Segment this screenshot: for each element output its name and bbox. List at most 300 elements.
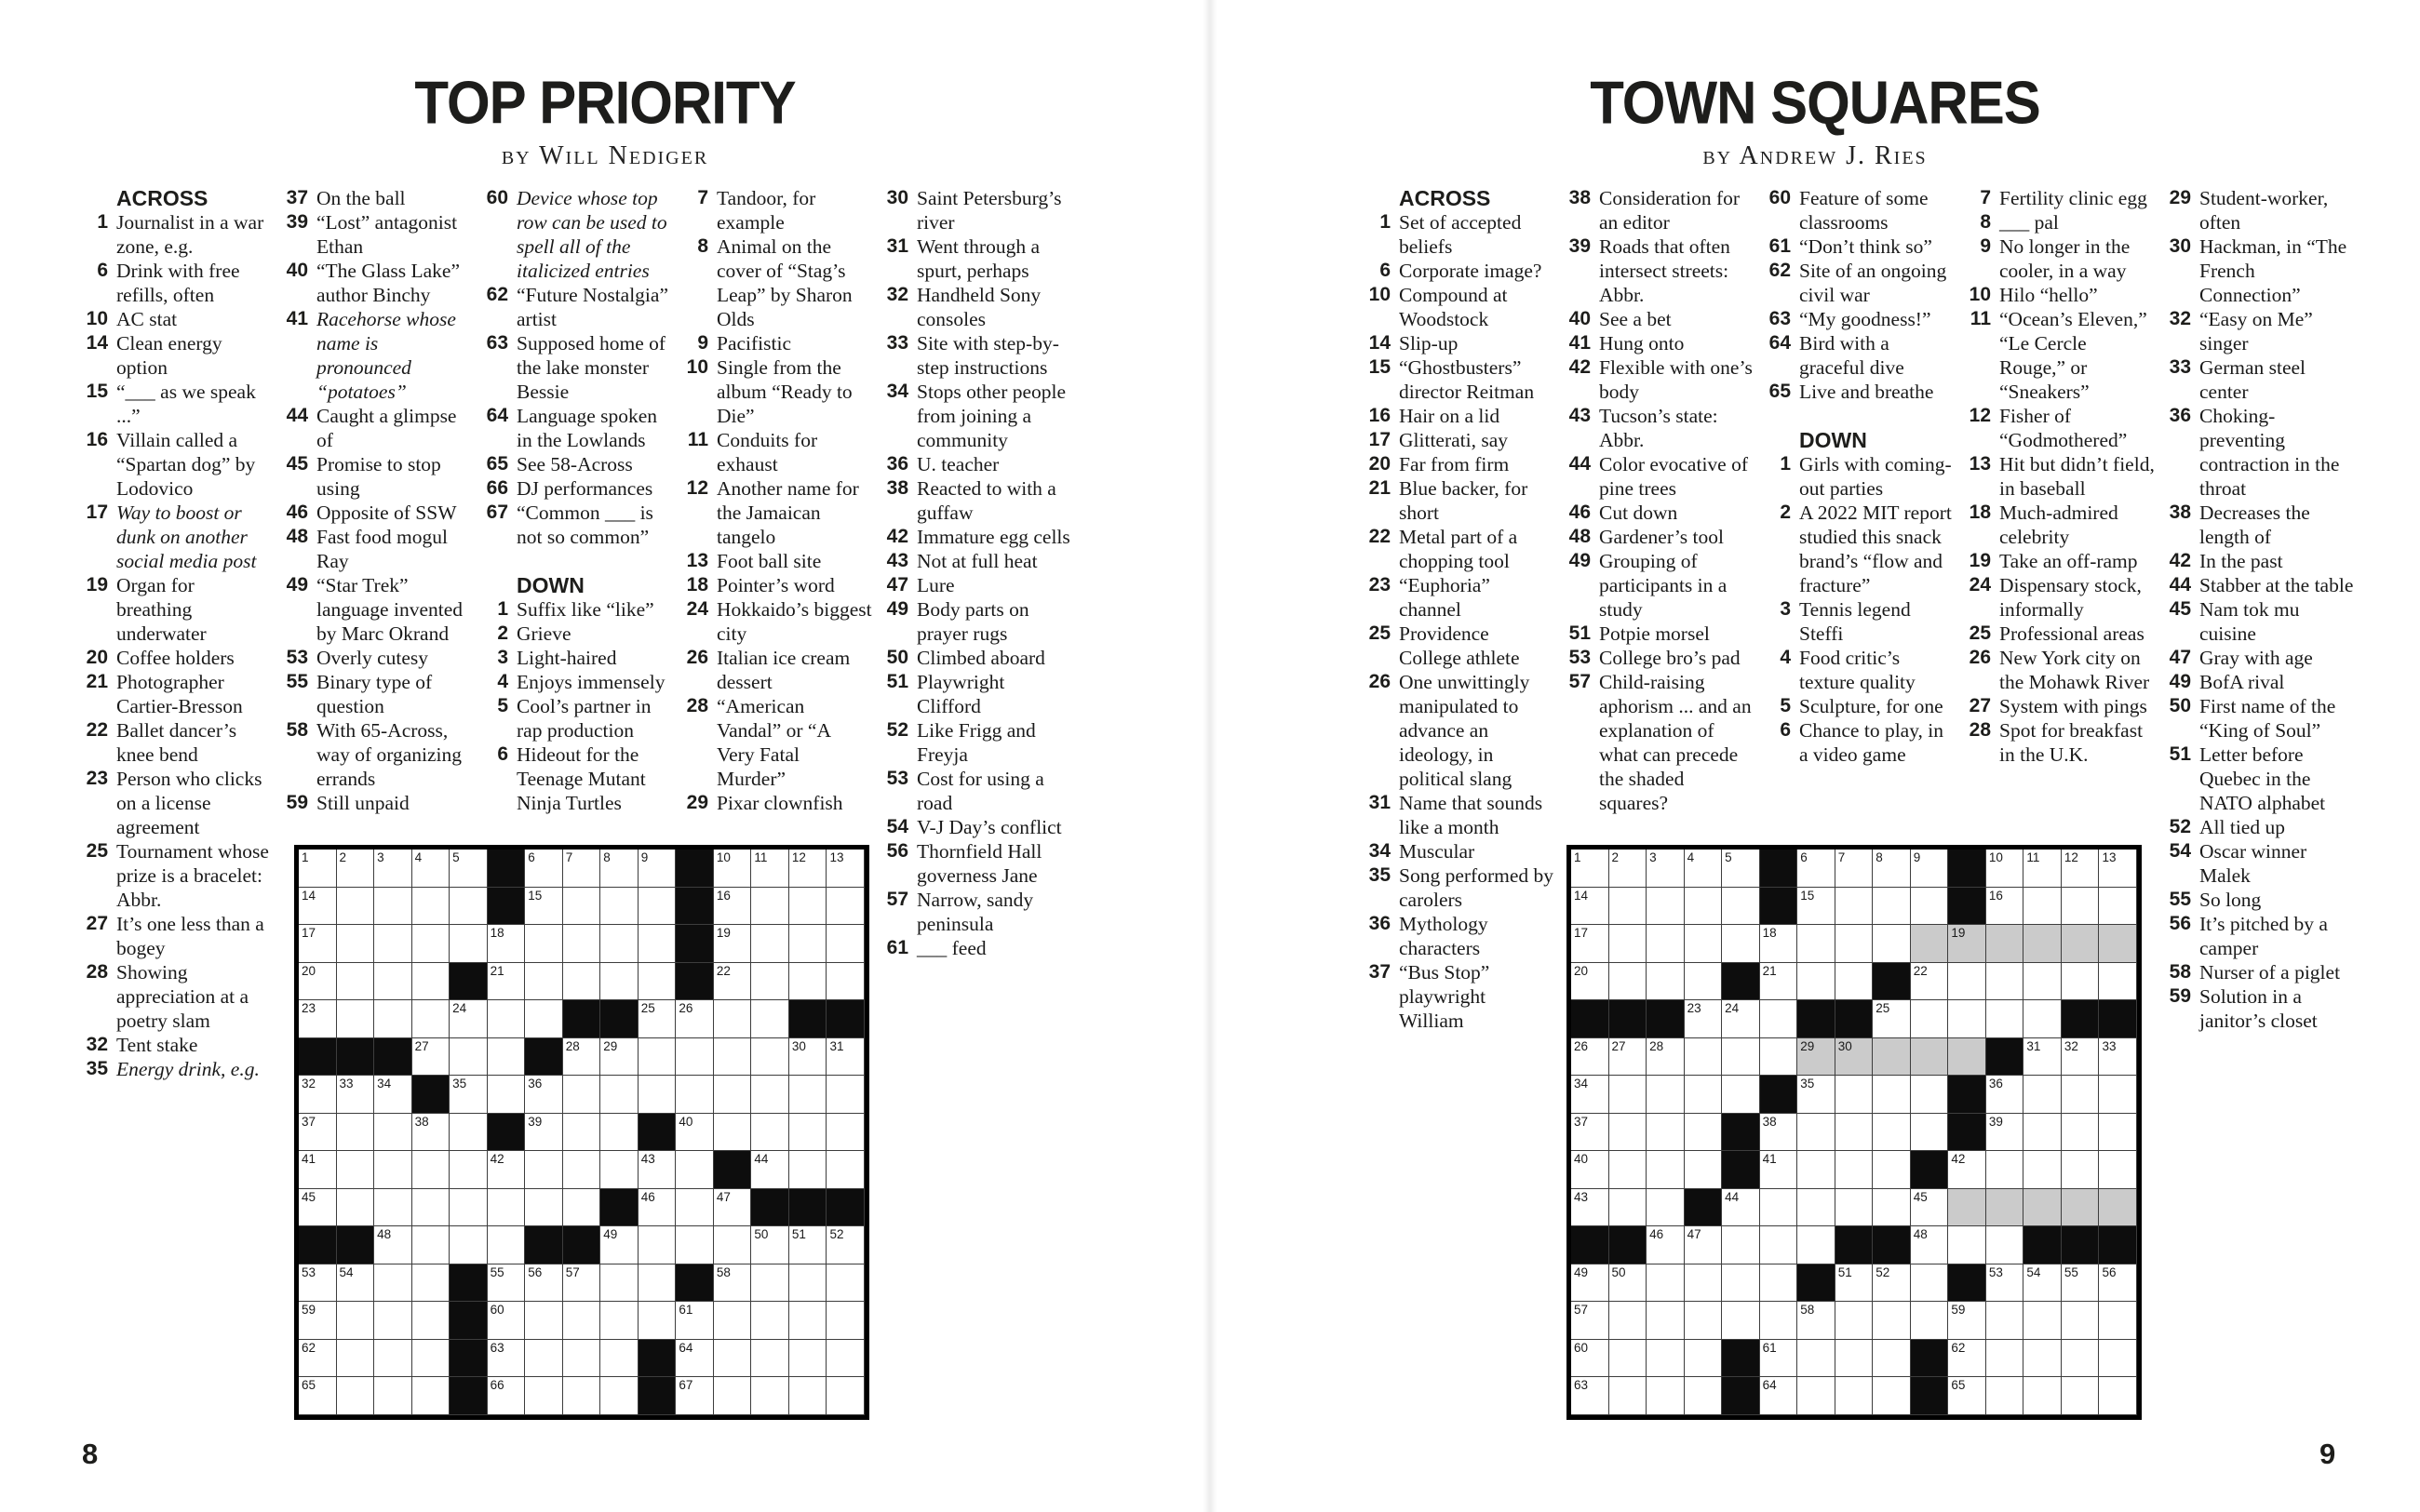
grid-cell bbox=[2062, 888, 2100, 926]
grid-cell bbox=[827, 1114, 865, 1152]
clue-text: Saint Petersburg’s river bbox=[917, 187, 1062, 234]
clue-text: Color evocative of pine trees bbox=[1599, 453, 1749, 500]
clue bbox=[275, 718, 472, 791]
grid-cell bbox=[1948, 1340, 1986, 1378]
square-number: 20 bbox=[302, 963, 316, 978]
clue-text: Site of an ongoing civil war bbox=[1799, 260, 1947, 306]
black-square bbox=[450, 1377, 488, 1415]
clue-number: 18 bbox=[686, 574, 708, 595]
square-number: 56 bbox=[528, 1264, 543, 1279]
clue bbox=[1357, 573, 1554, 622]
grid-cell bbox=[676, 1000, 714, 1038]
grid-cell bbox=[2062, 1264, 2100, 1303]
square-number: 9 bbox=[1913, 850, 1921, 864]
square-number: 13 bbox=[829, 850, 844, 864]
square-number: 23 bbox=[302, 1001, 316, 1016]
clue-number: 50 bbox=[2169, 695, 2191, 716]
black-square bbox=[337, 1038, 375, 1077]
square-number: 29 bbox=[603, 1038, 618, 1053]
grid-cell bbox=[1760, 1189, 1798, 1227]
grid-cell bbox=[639, 1189, 677, 1227]
grid-cell bbox=[2023, 1340, 2062, 1378]
square-number: 21 bbox=[1762, 963, 1777, 978]
shaded-square bbox=[1948, 1189, 1986, 1227]
clue-number: 49 bbox=[2169, 671, 2191, 692]
grid-cell bbox=[2023, 1302, 2062, 1340]
grid-cell bbox=[1797, 963, 1835, 1001]
clue-text: Decreases the length of bbox=[2199, 502, 2310, 548]
clue-number: 44 bbox=[286, 405, 308, 426]
clue-text: Far from firm bbox=[1399, 453, 1510, 475]
clue-number: 14 bbox=[86, 332, 108, 354]
grid-cell bbox=[751, 888, 789, 926]
square-number: 9 bbox=[640, 850, 649, 864]
grid-cell bbox=[600, 1114, 639, 1152]
grid-cell bbox=[600, 1340, 639, 1378]
clue bbox=[475, 694, 672, 743]
square-number: 29 bbox=[1800, 1038, 1815, 1053]
clue bbox=[675, 428, 872, 476]
clue-number: 25 bbox=[1368, 622, 1391, 644]
clue-number: 13 bbox=[686, 550, 708, 571]
clue-text: Overly cutesy bbox=[316, 647, 429, 669]
grid-cell bbox=[1609, 850, 1647, 888]
clue-text: Tent stake bbox=[116, 1034, 198, 1056]
clue bbox=[74, 573, 272, 646]
clue bbox=[475, 404, 672, 452]
grid-cell bbox=[639, 925, 677, 963]
clue-number: 40 bbox=[1568, 308, 1591, 329]
black-square bbox=[488, 850, 526, 888]
grid-cell bbox=[789, 1151, 827, 1189]
clue-list-header: DOWN bbox=[517, 573, 585, 597]
square-number: 63 bbox=[490, 1340, 504, 1355]
square-number: 46 bbox=[640, 1189, 655, 1204]
square-number: 47 bbox=[1687, 1227, 1701, 1242]
clue-number: 36 bbox=[1368, 913, 1391, 934]
grid-cell bbox=[1647, 1377, 1685, 1415]
grid-cell bbox=[299, 888, 337, 926]
black-square bbox=[563, 1226, 601, 1264]
clue-text: It’s pitched by a camper bbox=[2199, 913, 2328, 959]
clue-text: Cost for using a road bbox=[917, 768, 1044, 814]
clue-text: Fertility clinic egg bbox=[1999, 187, 2147, 209]
grid-cell bbox=[525, 1114, 563, 1152]
square-number: 30 bbox=[1837, 1038, 1852, 1053]
grid-cell bbox=[1986, 1000, 2024, 1038]
grid-cell bbox=[1760, 1264, 1798, 1303]
clue-number: 39 bbox=[286, 211, 308, 233]
black-square bbox=[1911, 1151, 1949, 1189]
square-number: 50 bbox=[754, 1227, 769, 1242]
clue-text: Handheld Sony consoles bbox=[917, 284, 1042, 330]
clue-number: 6 bbox=[1780, 719, 1791, 741]
clue bbox=[275, 210, 472, 259]
black-square bbox=[1722, 1151, 1760, 1189]
clue bbox=[675, 791, 872, 815]
clue-number: 63 bbox=[486, 332, 508, 354]
grid-cell bbox=[488, 1226, 526, 1264]
square-number: 57 bbox=[1574, 1303, 1589, 1318]
clue-number: 32 bbox=[886, 284, 908, 305]
square-number: 31 bbox=[829, 1038, 844, 1053]
grid-cell bbox=[714, 925, 752, 963]
grid-cell bbox=[525, 925, 563, 963]
grid-cell bbox=[563, 963, 601, 1001]
square-number: 43 bbox=[1574, 1189, 1589, 1204]
square-number: 12 bbox=[2064, 850, 2078, 864]
black-square bbox=[600, 1000, 639, 1038]
clue-text: College bro’s pad bbox=[1599, 647, 1741, 669]
clue bbox=[275, 646, 472, 670]
black-square bbox=[639, 1114, 677, 1152]
grid-cell bbox=[412, 1189, 450, 1227]
square-number: 33 bbox=[339, 1077, 354, 1091]
grid-cell bbox=[1722, 1000, 1760, 1038]
square-number: 16 bbox=[1988, 888, 2003, 903]
clue-text: Chance to play, in a video game bbox=[1799, 719, 1944, 766]
clue-number: 51 bbox=[886, 671, 908, 692]
grid-cell bbox=[412, 1302, 450, 1340]
square-number: 1 bbox=[1574, 850, 1581, 864]
grid-cell bbox=[1647, 1264, 1685, 1303]
clue bbox=[275, 259, 472, 307]
clue-number: 34 bbox=[886, 381, 908, 402]
clue bbox=[2158, 501, 2355, 549]
grid-cell bbox=[1685, 1377, 1723, 1415]
grid-cell bbox=[1571, 963, 1609, 1001]
black-square bbox=[299, 1226, 337, 1264]
grid-cell bbox=[563, 1377, 601, 1415]
clue-number: 30 bbox=[886, 187, 908, 208]
grid-cell bbox=[1797, 1151, 1835, 1189]
clue-number: 23 bbox=[1368, 574, 1391, 595]
grid-cell bbox=[563, 925, 601, 963]
clue-column bbox=[1357, 186, 1554, 1033]
clue-text: With 65-Across, way of organizing errands bbox=[316, 719, 463, 790]
square-number: 34 bbox=[377, 1077, 392, 1091]
clue-text: “Future Nostalgia” artist bbox=[517, 284, 668, 330]
square-number: 13 bbox=[2102, 850, 2117, 864]
clue bbox=[875, 186, 1072, 234]
grid-cell bbox=[1722, 850, 1760, 888]
clue-text: Pacifistic bbox=[717, 332, 792, 355]
clue-number: 27 bbox=[86, 913, 108, 934]
black-square bbox=[1948, 888, 1986, 926]
grid-cell bbox=[1911, 1189, 1949, 1227]
grid-cell bbox=[450, 1038, 488, 1077]
clue-text: Caught a glimpse of bbox=[316, 405, 457, 451]
grid-cell bbox=[412, 1000, 450, 1038]
clue bbox=[2158, 743, 2355, 815]
clue bbox=[1957, 452, 2155, 501]
clue bbox=[1757, 452, 1955, 501]
clue-text: Hokkaido’s biggest city bbox=[717, 598, 872, 645]
square-number: 41 bbox=[302, 1152, 316, 1167]
grid-cell bbox=[1722, 1076, 1760, 1114]
grid-cell bbox=[412, 1377, 450, 1415]
grid-cell bbox=[1986, 963, 2024, 1001]
square-number: 14 bbox=[1574, 888, 1589, 903]
grid-cell bbox=[1647, 850, 1685, 888]
clue bbox=[1557, 622, 1754, 646]
clue-text: Stops other people from joining a community bbox=[917, 381, 1067, 451]
clue-number: 17 bbox=[86, 502, 108, 523]
grid-cell bbox=[600, 1302, 639, 1340]
clue-number: 37 bbox=[286, 187, 308, 208]
square-number: 38 bbox=[1762, 1114, 1777, 1129]
square-number: 24 bbox=[1725, 1001, 1740, 1016]
black-square bbox=[1797, 1264, 1835, 1303]
square-number: 5 bbox=[452, 850, 460, 864]
square-number: 5 bbox=[1725, 850, 1732, 864]
clue-number: 28 bbox=[1969, 719, 1991, 741]
square-number: 26 bbox=[679, 1001, 693, 1016]
clue-number: 3 bbox=[1780, 598, 1791, 620]
grid-cell bbox=[2023, 1264, 2062, 1303]
grid-cell bbox=[600, 888, 639, 926]
clue bbox=[875, 331, 1072, 380]
clue-text: Set of accepted beliefs bbox=[1399, 211, 1522, 258]
black-square bbox=[789, 1189, 827, 1227]
clue bbox=[1757, 718, 1955, 767]
grid-cell bbox=[2099, 1340, 2137, 1378]
clue-number: 22 bbox=[1368, 526, 1391, 547]
clue-text: Muscular bbox=[1399, 840, 1475, 863]
square-number: 40 bbox=[679, 1114, 693, 1129]
clue bbox=[2158, 549, 2355, 573]
grid-cell bbox=[337, 925, 375, 963]
grid-cell bbox=[450, 888, 488, 926]
square-number: 54 bbox=[339, 1264, 354, 1279]
grid-cell bbox=[2023, 963, 2062, 1001]
grid-cell bbox=[525, 1151, 563, 1189]
grid-cell bbox=[1571, 1302, 1609, 1340]
clue bbox=[675, 597, 872, 646]
clue-number: 29 bbox=[686, 792, 708, 813]
square-number: 39 bbox=[1988, 1114, 2003, 1129]
black-square bbox=[1760, 1076, 1798, 1114]
clue bbox=[2158, 597, 2355, 646]
clue-text: So long bbox=[2199, 889, 2262, 911]
grid-cell bbox=[1911, 1076, 1949, 1114]
clue-text: Thornfield Hall governess Jane bbox=[917, 840, 1042, 887]
clue-text: Hit but didn’t field, in baseball bbox=[1999, 453, 2155, 500]
grid-cell bbox=[2023, 1038, 2062, 1077]
clue bbox=[1957, 210, 2155, 234]
grid-cell bbox=[1911, 1226, 1949, 1264]
grid-cell bbox=[450, 1076, 488, 1114]
grid-cell bbox=[2099, 1377, 2137, 1415]
clue-text: Cool’s partner in rap production bbox=[517, 695, 652, 742]
grid-cell bbox=[412, 1038, 450, 1077]
square-number: 48 bbox=[1913, 1227, 1928, 1242]
grid-cell bbox=[714, 850, 752, 888]
grid-cell bbox=[1873, 1189, 1911, 1227]
clue-text: Another name for the Jamaican tangelo bbox=[717, 477, 859, 548]
shaded-square bbox=[1873, 1038, 1911, 1077]
grid-cell bbox=[1835, 925, 1874, 963]
clue-number: 49 bbox=[1568, 550, 1591, 571]
square-number: 59 bbox=[302, 1303, 316, 1318]
clue bbox=[74, 1033, 272, 1057]
clue-number: 25 bbox=[1969, 622, 1991, 644]
clue-text: First name of the “King of Soul” bbox=[2199, 695, 2336, 742]
clue bbox=[1557, 646, 1754, 670]
clue bbox=[675, 331, 872, 355]
clue-text: Nam tok mu cuisine bbox=[2199, 598, 2300, 645]
clue-number: 61 bbox=[1768, 235, 1791, 257]
square-number: 60 bbox=[490, 1303, 504, 1318]
square-number: 58 bbox=[1800, 1303, 1815, 1318]
clue-number: 61 bbox=[886, 937, 908, 958]
grid-cell bbox=[299, 963, 337, 1001]
black-square bbox=[714, 1151, 752, 1189]
clue-number: 48 bbox=[286, 526, 308, 547]
clue-text: Journalist in a war zone, e.g. bbox=[116, 211, 264, 258]
grid-cell bbox=[714, 1340, 752, 1378]
grid-cell bbox=[525, 1302, 563, 1340]
clue-number: 20 bbox=[1368, 453, 1391, 475]
grid-cell bbox=[1609, 1114, 1647, 1152]
clue-text: AC stat bbox=[116, 308, 178, 330]
clue-text: BofA rival bbox=[2199, 671, 2285, 693]
clue bbox=[2158, 670, 2355, 694]
clue-text: Organ for breathing underwater bbox=[116, 574, 207, 645]
clue-number: 44 bbox=[1568, 453, 1591, 475]
clue bbox=[1957, 283, 2155, 307]
grid-cell bbox=[2062, 1114, 2100, 1152]
clue-text: Tennis legend Steffi bbox=[1799, 598, 1911, 645]
clue-number: 7 bbox=[1980, 187, 1991, 208]
grid-cell bbox=[1760, 1302, 1798, 1340]
grid-cell bbox=[1609, 925, 1647, 963]
grid-cell bbox=[714, 1377, 752, 1415]
grid-cell bbox=[299, 1340, 337, 1378]
grid-cell bbox=[1609, 888, 1647, 926]
grid-cell bbox=[337, 1076, 375, 1114]
grid-cell bbox=[789, 925, 827, 963]
clue-text: Fisher of “Godmothered” bbox=[1999, 405, 2128, 451]
page-title-left: TOP PRIORITY bbox=[414, 69, 796, 137]
clue-number: 52 bbox=[886, 719, 908, 741]
clue bbox=[2158, 960, 2355, 984]
clue bbox=[275, 404, 472, 452]
grid-cell bbox=[450, 1114, 488, 1152]
grid-cell bbox=[639, 1000, 677, 1038]
clue-text: Slip-up bbox=[1399, 332, 1459, 355]
black-square bbox=[751, 1189, 789, 1227]
black-square bbox=[450, 963, 488, 1001]
grid-cell bbox=[1685, 1000, 1723, 1038]
clue-number: 58 bbox=[2169, 961, 2191, 983]
grid-cell bbox=[1797, 1114, 1835, 1152]
grid-cell bbox=[827, 1151, 865, 1189]
grid-cell bbox=[639, 1226, 677, 1264]
shaded-square bbox=[2062, 1189, 2100, 1227]
grid-cell bbox=[563, 1189, 601, 1227]
clue-text: Pixar clownfish bbox=[717, 792, 843, 814]
grid-cell bbox=[1797, 888, 1835, 926]
grid-cell bbox=[1571, 1377, 1609, 1415]
grid-cell bbox=[488, 1264, 526, 1303]
grid-cell bbox=[676, 1189, 714, 1227]
grid-cell bbox=[1609, 1151, 1647, 1189]
clue-text: Nurser of a piglet bbox=[2199, 961, 2341, 983]
clue-column bbox=[1757, 186, 1955, 767]
grid-cell bbox=[1911, 1000, 1949, 1038]
grid-cell bbox=[639, 963, 677, 1001]
square-number: 45 bbox=[302, 1189, 316, 1204]
clue-text: Letter before Quebec in the NATO alphabet bbox=[2199, 743, 2326, 814]
clue-number: 11 bbox=[687, 429, 708, 450]
clue-number: 23 bbox=[86, 768, 108, 789]
grid-cell bbox=[676, 1377, 714, 1415]
clue-text: “American Vandal” or “A Very Fatal Murder” bbox=[717, 695, 830, 790]
grid-cell bbox=[1647, 1114, 1685, 1152]
clue-number: 10 bbox=[1969, 284, 1991, 305]
grid-cell bbox=[1647, 925, 1685, 963]
grid-cell bbox=[1986, 1076, 2024, 1114]
clue-text: See 58-Across bbox=[517, 453, 633, 475]
clue-text: Hilo “hello” bbox=[1999, 284, 2098, 306]
clue-number: 12 bbox=[686, 477, 708, 499]
grid-cell bbox=[1760, 963, 1798, 1001]
grid-cell bbox=[525, 1340, 563, 1378]
clue bbox=[74, 718, 272, 767]
clue-number: 22 bbox=[86, 719, 108, 741]
grid-cell bbox=[488, 1151, 526, 1189]
grid-cell bbox=[1647, 1151, 1685, 1189]
grid-cell bbox=[789, 1340, 827, 1378]
clue bbox=[1357, 283, 1554, 331]
clue bbox=[1757, 331, 1955, 380]
clue-number: 45 bbox=[2169, 598, 2191, 620]
square-number: 63 bbox=[1574, 1378, 1589, 1393]
square-number: 23 bbox=[1687, 1001, 1701, 1016]
clue-number: 43 bbox=[886, 550, 908, 571]
clue-text: New York city on the Mohawk River bbox=[1999, 647, 2150, 693]
grid-cell bbox=[374, 1377, 412, 1415]
clue-number: 8 bbox=[1980, 211, 1991, 233]
square-number: 61 bbox=[679, 1303, 693, 1318]
crossword-grid-right bbox=[1566, 845, 2142, 1420]
grid-cell bbox=[600, 963, 639, 1001]
grid-cell bbox=[525, 1189, 563, 1227]
clue-text: Cut down bbox=[1599, 502, 1678, 524]
square-number: 25 bbox=[640, 1001, 655, 1016]
clue-text: Stabber at the table bbox=[2199, 574, 2354, 596]
black-square bbox=[676, 963, 714, 1001]
grid-cell bbox=[563, 1076, 601, 1114]
grid-cell bbox=[299, 925, 337, 963]
square-number: 11 bbox=[754, 850, 768, 864]
grid-cell bbox=[1873, 1151, 1911, 1189]
grid-cell bbox=[1647, 1340, 1685, 1378]
grid-cell bbox=[676, 1226, 714, 1264]
clue-number: 18 bbox=[1969, 502, 1991, 523]
clue bbox=[875, 670, 1072, 718]
grid-cell bbox=[2099, 1114, 2137, 1152]
grid-cell bbox=[450, 1226, 488, 1264]
clue-text: See a bet bbox=[1599, 308, 1672, 330]
clue-number: 45 bbox=[286, 453, 308, 475]
clue-text: Promise to stop using bbox=[316, 453, 441, 500]
clue-text: Compound at Woodstock bbox=[1399, 284, 1508, 330]
grid-cell bbox=[1609, 1264, 1647, 1303]
square-number: 50 bbox=[1611, 1264, 1626, 1279]
grid-cell bbox=[525, 850, 563, 888]
